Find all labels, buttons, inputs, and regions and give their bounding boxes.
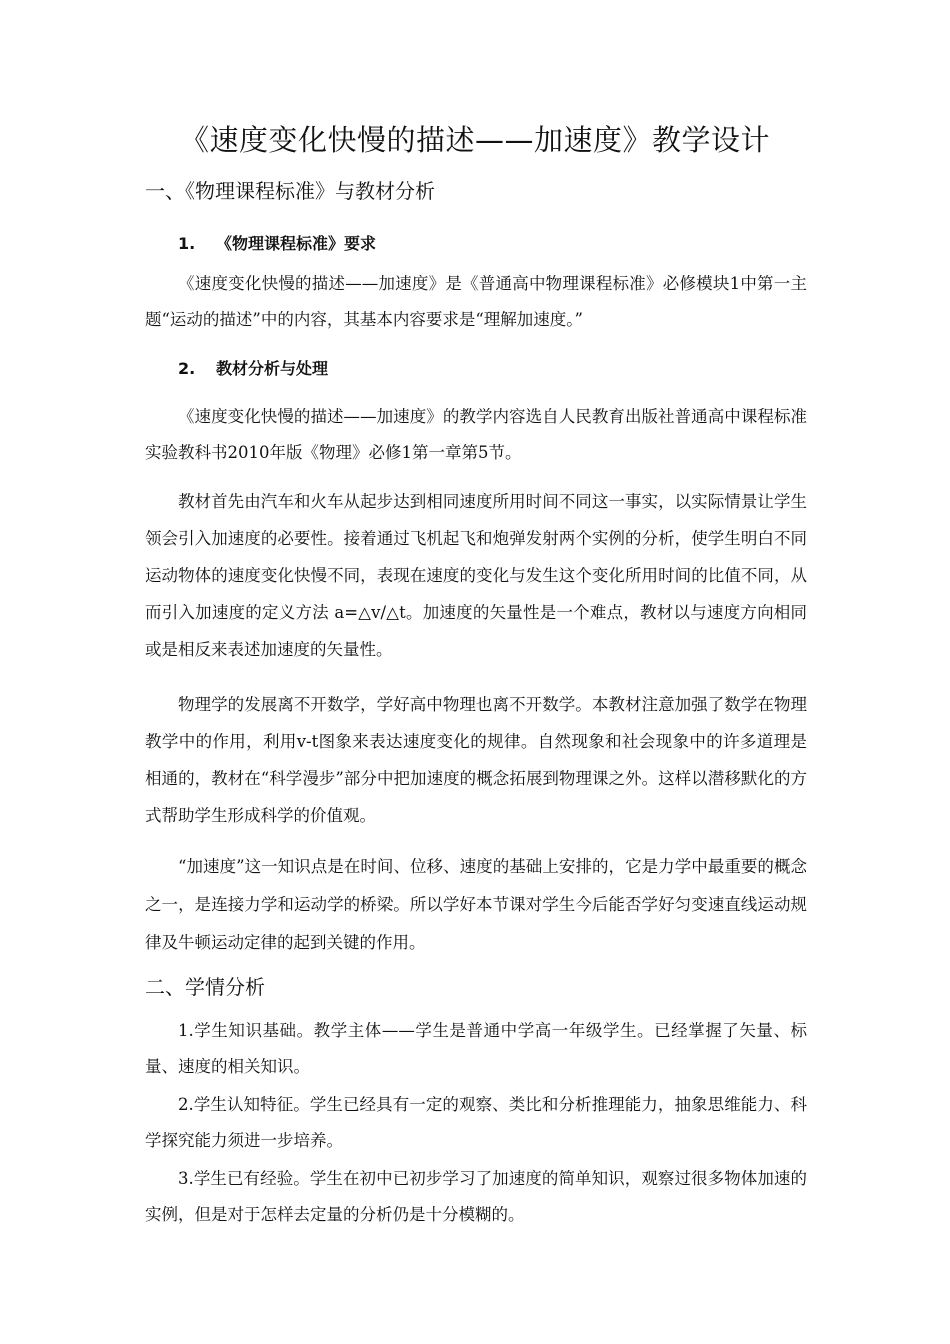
subsection-1-title: 《物理课程标准》要求 xyxy=(216,234,377,253)
acceleration-importance-paragraph: “加速度”这一知识点是在时间、位移、速度的基础上安排的，它是力学中最重要的概念之一，是连接力学和运动学的桥梁。所以学好本节课对学生今后能否学好匀变速直线运动规律及牛顿运动定律的起到关键的作用。 xyxy=(145,857,807,952)
math-role-paragraph: 物理学的发展离不开数学，学好高中物理也离不开数学。本教材注意加强了数学在物理教学中的作用，利用v-t图象来表达速度变化的规律。自然现象和社会现象中的许多道理是相通的，教材在“科学漫步”部分中把加速度的概念拓展到物理课之外。这样以潜移默化的方式帮助学生形成科学的价值观。 xyxy=(145,695,807,825)
textbook-source-paragraph: 《速度变化快慢的描述——加速度》的教学内容选自人民教育出版社普通高中课程标准实验教科书2010年版《物理》必修1第一章第5节。 xyxy=(145,407,807,462)
subsection-1-number: 1. xyxy=(178,234,196,253)
subsection-2-number: 2. xyxy=(178,359,196,378)
student-knowledge-paragraph: 1.学生知识基础。教学主体——学生是普通中学高一年级学生。已经掌握了矢量、标量、速度的相关知识。 xyxy=(145,1021,807,1076)
section-1-heading: 一、《物理课程标准》与教材分析 xyxy=(145,179,435,203)
subsection-1-heading xyxy=(178,231,376,257)
document-title: 《速度变化快慢的描述——加速度》教学设计 xyxy=(179,123,770,157)
student-cognition-paragraph: 2.学生认知特征。学生已经具有一定的观察、类比和分析推理能力，抽象思维能力、科学探究能力须进一步培养。 xyxy=(145,1095,807,1150)
section-2-heading: 二、学情分析 xyxy=(145,975,265,999)
textbook-content-paragraph: 教材首先由汽车和火车从起步达到相同速度所用时间不同这一事实，以实际情景让学生领会引入加速度的必要性。接着通过飞机起飞和炮弹发射两个实例的分析，使学生明白不同运动物体的速度变化快慢不同，表现在速度的变化与发生这个变化所用时间的比值不同，从而引入加速度的定义方法 a=△v/△t。加速度的矢量性是一个难点，教材以与速度方向相同或是相反来表述加速度的矢量性。 xyxy=(145,492,807,659)
standard-requirement-paragraph: 《速度变化快慢的描述——加速度》是《普通高中物理课程标准》必修模块1中第一主题“运动的描述”中的内容，其基本内容要求是“理解加速度。” xyxy=(145,274,807,329)
subsection-2-title: 教材分析与处理 xyxy=(216,359,329,378)
subsection-2-heading xyxy=(178,356,328,382)
student-experience-paragraph: 3.学生已有经验。学生在初中已初步学习了加速度的简单知识，观察过很多物体加速的实例，但是对于怎样去定量的分析仍是十分模糊的。 xyxy=(145,1169,807,1224)
